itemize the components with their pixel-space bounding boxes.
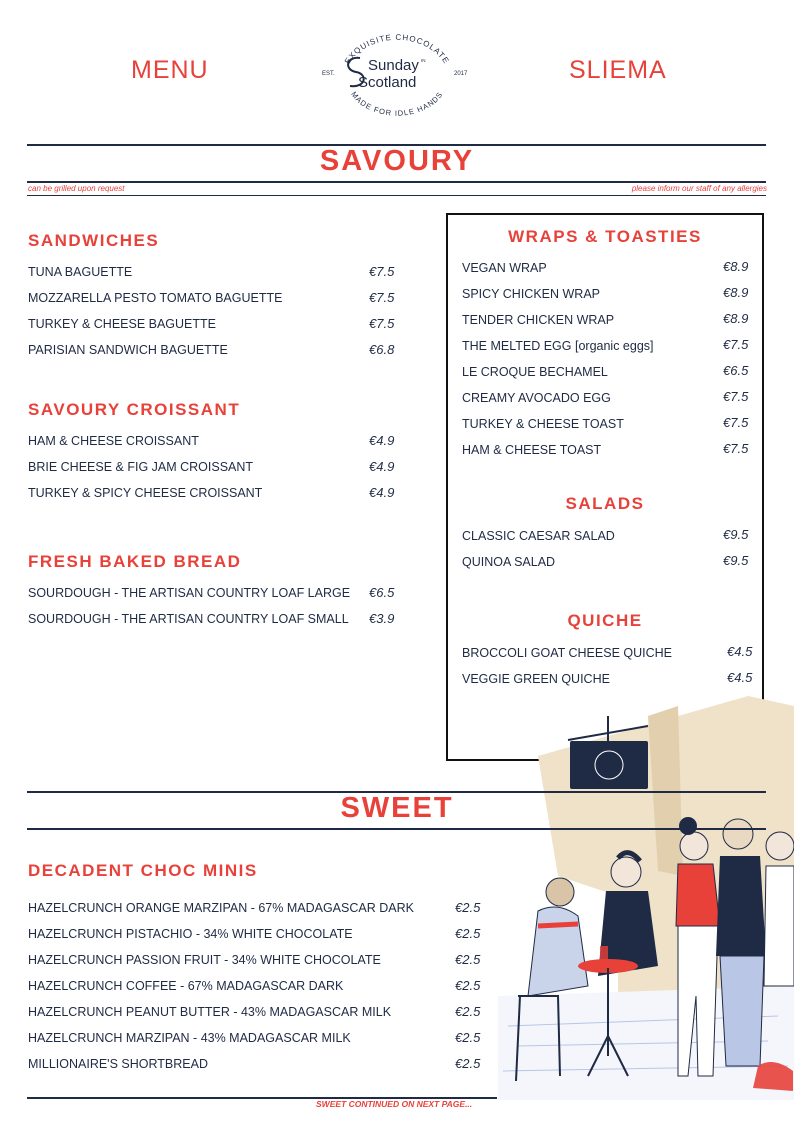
menu-item: SOURDOUGH - THE ARTISAN COUNTRY LOAF SMALL — [28, 612, 349, 626]
menu-item: LE CROQUE BECHAMEL — [462, 365, 608, 379]
menu-item: HAZELCRUNCH PASSION FRUIT - 34% WHITE CHOCOLATE — [28, 953, 381, 967]
menu-price: €2.5 — [455, 1004, 481, 1019]
person-legs — [720, 956, 764, 1066]
menu-price: €4.5 — [727, 644, 753, 659]
menu-price: €2.5 — [455, 926, 481, 941]
person-head — [611, 857, 641, 887]
croissant-title: SAVOURY CROISSANT — [28, 400, 241, 419]
menu-item: CREAMY AVOCADO EGG — [462, 391, 611, 405]
menu-price: €2.5 — [455, 1056, 481, 1071]
choc-title: DECADENT CHOC MINIS — [28, 861, 258, 880]
grill-note: can be grilled upon request — [28, 184, 125, 193]
logo-in: IN — [421, 58, 426, 63]
shop-sign — [570, 741, 648, 789]
menu-price: €7.5 — [369, 264, 395, 279]
menu-price: €9.5 — [723, 553, 749, 568]
menu-item: MILLIONAIRE'S SHORTBREAD — [28, 1057, 208, 1071]
menu-price: €7.5 — [723, 415, 749, 430]
menu-item: SPICY CHICKEN WRAP — [462, 287, 600, 301]
menu-item: CLASSIC CAESAR SALAD — [462, 529, 615, 543]
menu-price: €2.5 — [455, 978, 481, 993]
brand-logo — [316, 20, 478, 120]
menu-label: MENU — [131, 56, 209, 84]
savoury-title: SAVOURY — [319, 145, 475, 177]
menu-item: BRIE CHEESE & FIG JAM CROISSANT — [28, 460, 254, 474]
savoury-rule-bottom — [27, 181, 766, 183]
menu-item: HAM & CHEESE TOAST — [462, 443, 602, 457]
menu-price: €4.9 — [369, 433, 395, 448]
savoury-rule-note — [27, 195, 766, 196]
menu-item: TURKEY & SPICY CHEESE CROISSANT — [28, 486, 263, 500]
person-body — [528, 907, 588, 996]
menu-item: TURKEY & CHEESE TOAST — [462, 417, 624, 431]
logo-name-line2: Scotland — [358, 74, 417, 91]
menu-price: €6.5 — [723, 363, 749, 378]
logo-year: 2017 — [454, 71, 468, 77]
menu-item: HAZELCRUNCH PISTACHIO - 34% WHITE CHOCOLATE — [28, 927, 353, 941]
person-legs — [678, 926, 718, 1076]
location-label: SLIEMA — [569, 56, 667, 84]
sweet-rule-bottom — [27, 828, 766, 830]
cafe-illustration — [498, 696, 794, 1100]
menu-item: HAZELCRUNCH COFFEE - 67% MADAGASCAR DARK — [28, 979, 344, 993]
menu-item: HAZELCRUNCH PEANUT BUTTER - 43% MADAGASCAR MILK — [28, 1005, 392, 1019]
person-head — [680, 832, 708, 860]
person-head — [546, 878, 574, 906]
sweet-title: SWEET — [340, 792, 454, 824]
menu-item: SOURDOUGH - THE ARTISAN COUNTRY LOAF LARGE — [28, 586, 351, 600]
logo-top-arc: EXQUISITE CHOCOLATE — [342, 32, 452, 66]
menu-item: TENDER CHICKEN WRAP — [462, 313, 615, 327]
menu-price: €4.9 — [369, 459, 395, 474]
menu-price: €8.9 — [723, 259, 749, 274]
menu-price: €7.5 — [723, 441, 749, 456]
menu-item: HAM & CHEESE CROISSANT — [28, 434, 199, 448]
menu-item: BROCCOLI GOAT CHEESE QUICHE — [462, 646, 672, 660]
menu-item: PARISIAN SANDWICH BAGUETTE — [28, 343, 228, 357]
menu-price: €7.5 — [369, 316, 395, 331]
logo-name-line1: Sunday — [368, 57, 419, 74]
bread-title: FRESH BAKED BREAD — [28, 552, 242, 571]
logo-est: EST. — [322, 71, 335, 77]
menu-item: QUINOA SALAD — [462, 555, 556, 569]
menu-price: €4.5 — [727, 670, 753, 685]
menu-item: THE MELTED EGG [organic eggs] — [462, 339, 654, 353]
menu-price: €7.5 — [723, 337, 749, 352]
menu-price: €7.5 — [369, 290, 395, 305]
menu-price: €6.5 — [369, 585, 395, 600]
logo-bottom-arc: MADE FOR IDLE HANDS — [349, 89, 445, 118]
menu-price: €8.9 — [723, 285, 749, 300]
menu-item: MOZZARELLA PESTO TOMATO BAGUETTE — [28, 291, 283, 305]
continued-note: SWEET CONTINUED ON NEXT PAGE... — [316, 1099, 473, 1109]
menu-price: €2.5 — [455, 900, 481, 915]
menu-item: HAZELCRUNCH MARZIPAN - 43% MADAGASCAR MILK — [28, 1031, 351, 1045]
allergy-note: please inform our staff of any allergies — [631, 184, 767, 193]
menu-item: VEGAN WRAP — [462, 261, 547, 275]
menu-price: €7.5 — [723, 389, 749, 404]
salads-title: SALADS — [565, 494, 645, 513]
menu-price: €8.9 — [723, 311, 749, 326]
menu-price: €4.9 — [369, 485, 395, 500]
person-body — [764, 866, 794, 986]
wraps-title: WRAPS & TOASTIES — [508, 227, 702, 246]
person-body — [676, 864, 720, 926]
menu-item: TURKEY & CHEESE BAGUETTE — [28, 317, 217, 331]
quiche-title: QUICHE — [567, 611, 643, 630]
person-body — [716, 856, 766, 956]
menu-price: €6.8 — [369, 342, 395, 357]
menu-price: €2.5 — [455, 952, 481, 967]
menu-item: TUNA BAGUETTE — [28, 265, 133, 279]
menu-price: €3.9 — [369, 611, 395, 626]
person-head — [766, 832, 794, 860]
sandwiches-title: SANDWICHES — [28, 231, 160, 250]
menu-price: €9.5 — [723, 527, 749, 542]
menu-item: HAZELCRUNCH ORANGE MARZIPAN - 67% MADAGASCAR DARK — [28, 901, 414, 915]
menu-price: €2.5 — [455, 1030, 481, 1045]
menu-item: VEGGIE GREEN QUICHE — [462, 672, 610, 686]
